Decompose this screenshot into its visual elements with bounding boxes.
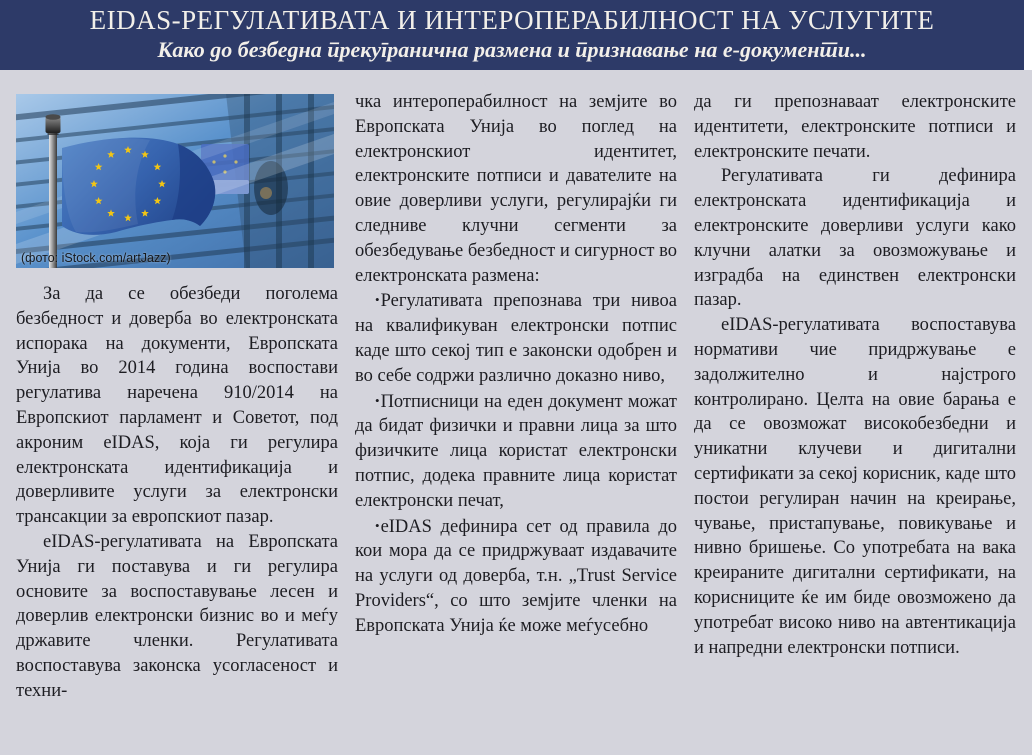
bullet-icon: • (375, 517, 380, 533)
header-right-margin (1024, 0, 1032, 70)
article-body (0, 70, 1032, 755)
column-1 (16, 90, 338, 743)
paragraph: За да се обезбеди поголема безбедност и доверба во електронската испорака на документи, Европската Унија во 2014 година воспостави регулатива наречена 910/2014 на Европскиот парламент и Советот, под акроним eIDAS, која ги регулира електронската идентификација и доверливите услуги за електронски трансакции за европскиот пазар. (16, 284, 338, 528)
eu-flag-photo (16, 94, 334, 268)
article-title: ЕIDAS-РЕГУЛАТИВАТА И ИНТЕРОПЕРАБИЛНОСТ НА УСЛУГИТЕ (89, 5, 935, 35)
bullet-icon: • (375, 292, 380, 308)
paragraph: чка интероперабилност на земјите во Европската Унија во поглед на електронскиот идентитет, електронските потписи и давателите на овие доверливи услуги, регулирајќи ги следниве клучни сегменти за обезбедување безбедност и сигурност во електронската размена: (355, 92, 677, 286)
article-subtitle: Како до безбедна прекугранична размена и признавање на е-документи... (157, 37, 867, 62)
photo-caption: (фото: iStock.com/artJazz) (21, 251, 171, 265)
column-1-text (16, 282, 338, 704)
bullet-paragraph: •Регулативата препознава три нивоа на квалификуван електронски потпис каде што секој тип е законски одобрен и во себе содржи различно доказно ниво, (355, 291, 677, 386)
paragraph: eIDAS-регулативата воспоставува нормативи чие придржување е задолжително и најстрого контролирано. Целта на овие барања е да се овозможат високобезбедни и уникатни клучеви и дигитални сертификати за секој корисник, каде што постои регулиран начин на креирање, чување, пристапување, повикување и нивно бришење. Со употребата на вака креираните дигитални сертификати, на корисниците ќе им биде овозможено да употребат високо ниво на автентикација и напредни електронски потписи. (694, 315, 1016, 658)
bullet-paragraph: •eIDAS дефинира сет од правила до кои мора да се придржуваат издавачите на услуги од доверба, т.н. „Trust Service Providers“, со што земјите членки на Европската Унија ќе може меѓусебно (355, 516, 677, 636)
column-3-text (694, 90, 1016, 660)
paragraph: Регулативата ги дефинира електронската идентификација и електронските доверливи услуги како клучни алатки за овозможување и изградба на единствен електронски пазар. (694, 166, 1016, 311)
article-header (0, 0, 1024, 70)
eu-flag (62, 138, 215, 235)
bullet-icon: • (375, 392, 380, 408)
warm-reflection (260, 187, 272, 199)
column-3 (694, 90, 1016, 743)
bullet-paragraph: •Потписници на еден документ можат да бидат физички и правни лица за што физичките лица користат електронски потпис, додека правните лица користат електронски печат, (355, 391, 677, 511)
column-2-text (355, 90, 677, 639)
eu-flag-photo-graphic (16, 94, 334, 268)
paragraph: eIDAS-регулативата на Европската Унија ги поставува и ги регулира основите за воспоставување лесен и доверлив електронски бизнис во и меѓу државите членки. Регулативата воспоставува законска усогласеност и техни- (16, 531, 338, 701)
column-2 (355, 90, 677, 743)
paragraph: да ги препознаваат електронските идентитети, електронските потписи и електронските печати. (694, 92, 1016, 162)
